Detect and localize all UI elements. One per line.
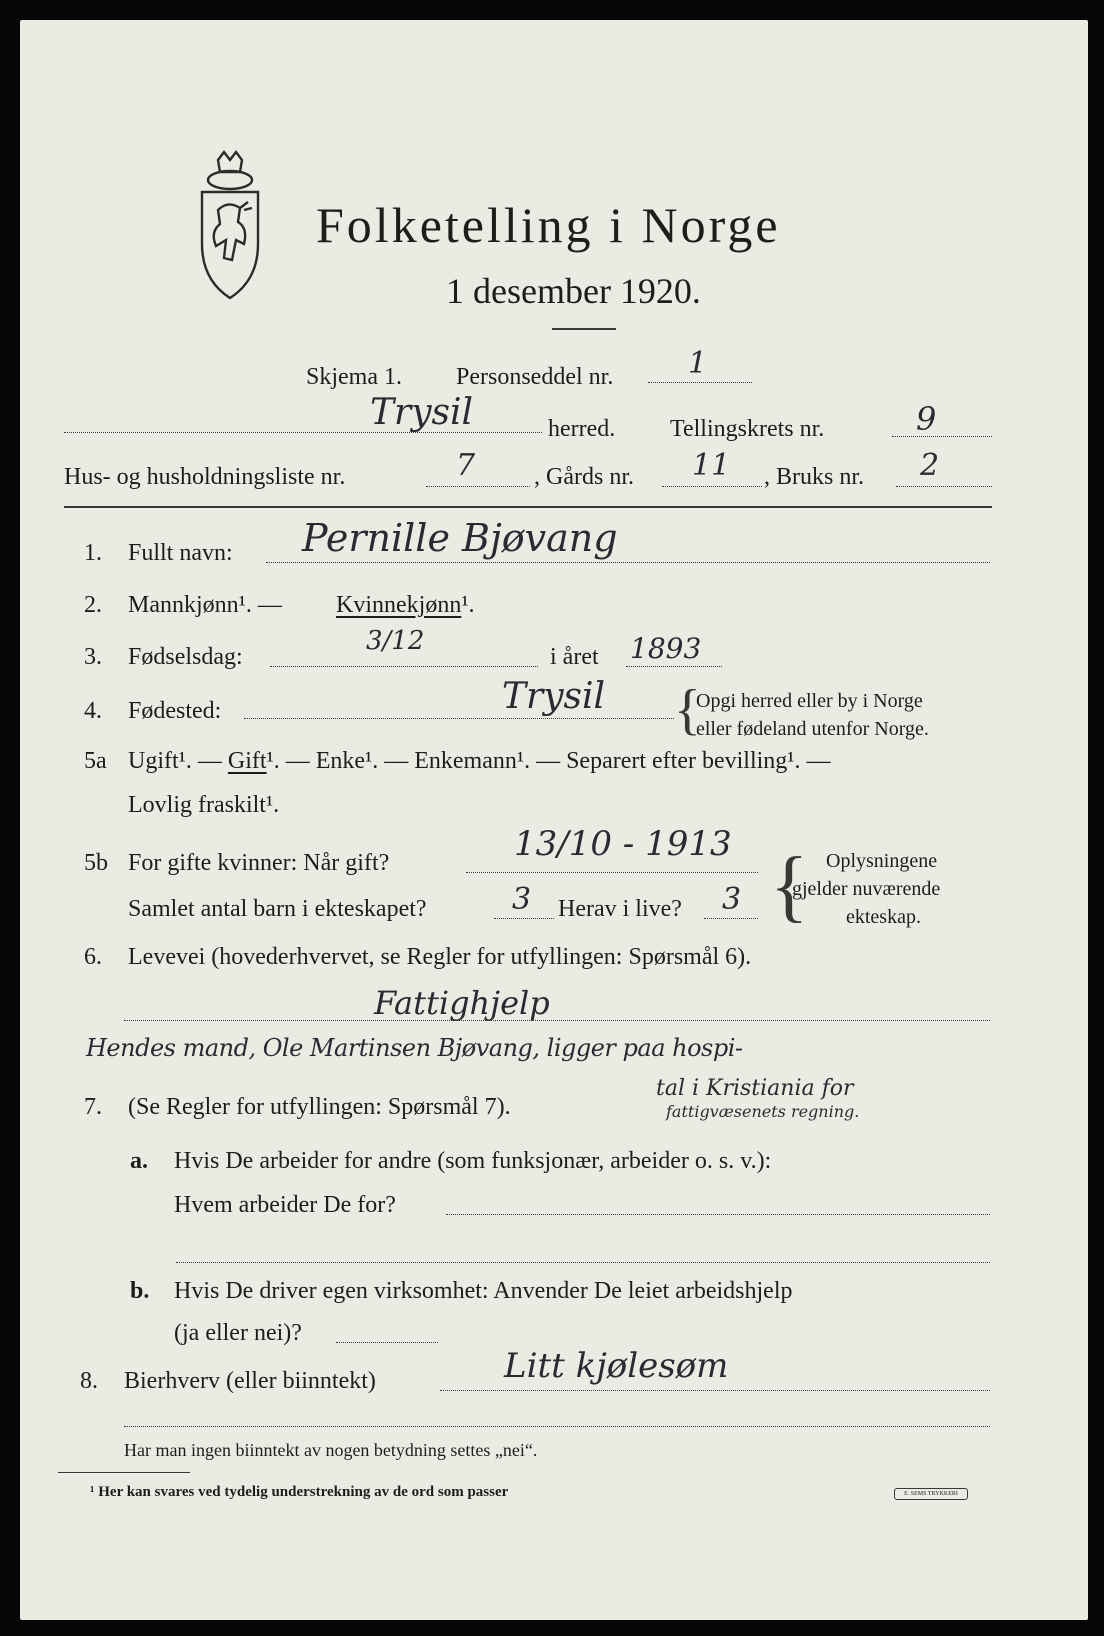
bruks-label: , Bruks nr. (764, 464, 865, 490)
husholdning-value[interactable]: 7 (456, 448, 476, 483)
herred-label: herred. (548, 416, 616, 442)
q5a-number: 5a (84, 748, 107, 774)
title-divider (552, 328, 616, 330)
footer-note: Har man ingen biinntekt av nogen betydning settes „nei“. (124, 1440, 538, 1460)
schema-label: Skjema 1. (306, 364, 402, 390)
occupation-value[interactable]: Fattighjelp (374, 984, 550, 1022)
q7a-text: Hvis De arbeider for andre (som funksjonær, arbeider o. s. v.): (174, 1148, 772, 1174)
q5b-line (466, 872, 758, 873)
q5b-children-label: Samlet antal barn i ekteskapet? (128, 896, 427, 922)
gards-value[interactable]: 11 (692, 448, 731, 483)
married-date-value[interactable]: 13/10 - 1913 (514, 824, 732, 864)
q5b-note-1: Oplysningene (826, 850, 938, 872)
husholdning-line (426, 486, 530, 487)
q7a-line (446, 1214, 990, 1215)
personseddel-label: Personseddel nr. (456, 364, 614, 390)
q4-number: 4. (84, 698, 102, 724)
birth-year-value[interactable]: 1893 (630, 632, 702, 665)
q4-note-1: Opgi herred eller by i Norge (696, 690, 923, 712)
q3-label: Fødselsdag: (128, 644, 243, 670)
q7b-question: (ja eller nei)? (174, 1320, 302, 1346)
husholdning-label: Hus- og husholdningsliste nr. (64, 464, 346, 490)
q3-line (270, 666, 538, 667)
q5a-line1 (128, 748, 831, 775)
q7a-number: a. (130, 1148, 148, 1174)
q7-number: 7. (84, 1094, 102, 1120)
q8-label: Bierhverv (eller biinntekt) (124, 1368, 376, 1394)
bruks-value[interactable]: 2 (920, 448, 940, 483)
full-name-value[interactable]: Pernille Bjøvang (302, 516, 618, 560)
q2-number: 2. (84, 592, 102, 618)
q6-line (124, 1020, 990, 1021)
q5a-ugift[interactable]: Ugift¹. — (128, 748, 222, 774)
q5b-alive-label: Herav i live? (558, 896, 682, 922)
q7a-question: Hvem arbeider De for? (174, 1192, 396, 1218)
gards-line (662, 486, 762, 487)
q8-line-2 (124, 1426, 990, 1427)
header-separator (64, 506, 992, 508)
remark-line-3[interactable]: fattigvæsenets regning. (666, 1102, 860, 1121)
q7b-number: b. (130, 1278, 150, 1304)
tellingskrets-value[interactable]: 9 (916, 400, 937, 438)
footnote: ¹ Her kan svares ved tydelig understrekning av de ord som passer (90, 1484, 509, 1500)
footnote-rule (58, 1472, 190, 1473)
q5b-brace: { (770, 842, 809, 930)
q6-number: 6. (84, 944, 102, 970)
q2-male: Mannkjønn¹. — (128, 592, 282, 618)
q5b-alive-line (704, 918, 758, 919)
q7a-line-2 (176, 1262, 990, 1263)
q5b-label: For gifte kvinner: Når gift? (128, 850, 390, 876)
q4-line (244, 718, 674, 719)
q2-female-wrap (336, 592, 475, 619)
q1-line (266, 562, 990, 563)
q4-label: Fødested: (128, 698, 222, 724)
census-date: 1 desember 1920. (446, 271, 701, 311)
personseddel-line (648, 382, 752, 383)
birthday-value[interactable]: 3/12 (366, 626, 425, 656)
tellingskrets-line (892, 436, 992, 437)
q5a-line2[interactable]: Lovlig fraskilt¹. (128, 792, 280, 818)
q6-label: Levevei (hovederhvervet, se Regler for utfyllingen: Spørsmål 6). (128, 944, 752, 970)
form-title: Folketelling i Norge (316, 197, 781, 253)
census-form (20, 20, 1088, 1620)
q2-female[interactable]: Kvinnekjønn (336, 592, 462, 618)
q7-label: (Se Regler for utfyllingen: Spørsmål 7). (128, 1094, 511, 1120)
q1-label: Fullt navn: (128, 540, 233, 566)
q3-year-label: i året (550, 644, 599, 670)
q3-year-line (626, 666, 722, 667)
q3-number: 3. (84, 644, 102, 670)
herred-value[interactable]: Trysil (370, 392, 474, 433)
side-income-value[interactable]: Litt kjølesøm (504, 1346, 729, 1386)
q8-number: 8. (80, 1368, 98, 1394)
q5a-rest: ¹. — Enke¹. — Enkemann¹. — Separert efter bevilling¹. — (266, 748, 831, 774)
q5b-number: 5b (84, 850, 108, 876)
q1-number: 1. (84, 540, 102, 566)
q8-line (440, 1390, 990, 1391)
bruks-line (896, 486, 992, 487)
q5b-note-2: gjelder nuværende (792, 878, 941, 900)
birthplace-value[interactable]: Trysil (502, 676, 606, 717)
gards-label: , Gårds nr. (534, 464, 634, 490)
q2-female-sup: ¹. (461, 592, 475, 618)
alive-value[interactable]: 3 (722, 882, 742, 917)
remark-line-2[interactable]: tal i Kristiania for (656, 1076, 854, 1101)
q5b-note-3: ekteskap. (846, 906, 921, 928)
printer-stamp: E. SEMS TRYKKERI (894, 1488, 968, 1500)
q4-note-2: eller fødeland utenfor Norge. (696, 718, 929, 740)
children-value[interactable]: 3 (512, 882, 532, 917)
norwegian-lion-shield-icon (188, 148, 272, 300)
q5a-gift[interactable]: Gift (227, 748, 267, 774)
tellingskrets-label: Tellingskrets nr. (670, 416, 825, 442)
q4-brace: { (674, 679, 701, 741)
q5b-children-line (494, 918, 554, 919)
remark-line-1[interactable]: Hendes mand, Ole Martinsen Bjøvang, ligger paa hospi- (86, 1034, 743, 1062)
q7b-line (336, 1342, 438, 1343)
personseddel-value[interactable]: 1 (688, 346, 708, 381)
q7b-text: Hvis De driver egen virksomhet: Anvender De leiet arbeidshjelp (174, 1278, 793, 1304)
